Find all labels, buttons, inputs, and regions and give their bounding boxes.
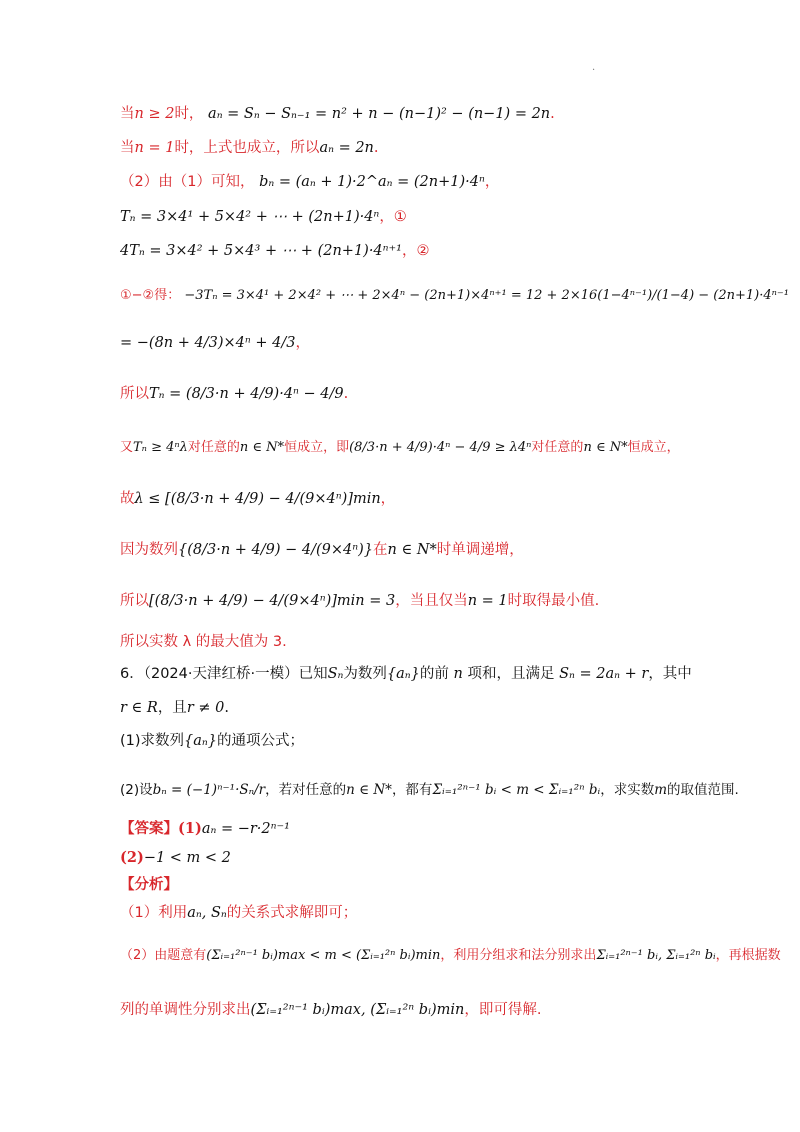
solution-line-2: 当n = 1时，上式也成立，所以aₙ = 2n. (120, 140, 379, 156)
solution-line-5: 4Tₙ = 3×4² + 5×4³ + ⋯ + (2n+1)·4ⁿ⁺¹，② (120, 243, 430, 259)
solution-line-6: ①−②得： −3Tₙ = 3×4¹ + 2×4² + ⋯ + 2×4ⁿ − (2n+1)×4ⁿ⁺¹ = 12 + 2×16(1−4ⁿ⁻¹)/(1−4) − (2n+1)·4ⁿ⁻¹ (120, 288, 789, 303)
header-mark: . (592, 62, 596, 73)
solution-line-13: 所以实数 λ 的最大值为 3. (120, 634, 287, 650)
answer-line-1: 【答案】(1)aₙ = −r·2ⁿ⁻¹ (120, 820, 290, 837)
problem-6-question-1: (1)求数列{aₙ}的通项公式； (120, 733, 305, 749)
solution-line-11: 因为数列{(8/3·n + 4/9) − 4/(9×4ⁿ)}在n ∈ N*时单调递增， (120, 542, 524, 558)
solution-line-10: 故λ ≤ [(8/3·n + 4/9) − 4/(9×4ⁿ)]min， (120, 491, 396, 507)
solution-line-12: 所以[(8/3·n + 4/9) − 4/(9×4ⁿ)]min = 3，当且仅当n = 1时取得最小值. (120, 593, 600, 609)
problem-6-question-2: (2)设bₙ = (−1)ⁿ⁻¹·Sₙ/r，若对任意的n ∈ N*，都有Σᵢ₌₁²ⁿ⁻¹ bᵢ < m < Σᵢ₌₁²ⁿ bᵢ，求实数m的取值范围. (120, 782, 739, 798)
answer-line-2: (2)−1 < m < 2 (120, 849, 231, 866)
analysis-line-1: （1）利用aₙ, Sₙ的关系式求解即可； (120, 905, 358, 921)
solution-line-9: 又Tₙ ≥ 4ⁿλ对任意的n ∈ N*恒成立，即(8/3·n + 4/9)·4ⁿ − 4/9 ≥ λ4ⁿ对任意的n ∈ N*恒成立， (120, 440, 680, 455)
analysis-line-3: 列的单调性分别求出(Σᵢ₌₁²ⁿ⁻¹ bᵢ)max, (Σᵢ₌₁²ⁿ bᵢ)min，即可得解. (120, 1002, 542, 1018)
analysis-label: 【分析】 (120, 877, 178, 893)
solution-line-8: 所以Tₙ = (8/3·n + 4/9)·4ⁿ − 4/9. (120, 386, 349, 402)
problem-6-line-2: r ∈ R，且r ≠ 0. (120, 700, 229, 716)
solution-line-1: 当n ≥ 2时， aₙ = Sₙ − Sₙ₋₁ = n² + n − (n−1)² − (n−1) = 2n. (120, 106, 555, 122)
solution-line-7: = −(8n + 4/3)×4ⁿ + 4/3， (120, 335, 310, 351)
solution-line-3: （2）由（1）可知， bₙ = (aₙ + 1)·2^aₙ = (2n+1)·4ⁿ， (120, 174, 500, 190)
problem-6-line-1: 6．（2024·天津红桥·一模）已知Sₙ为数列{aₙ}的前 n 项和，且满足 Sₙ = 2aₙ + r，其中 (120, 666, 692, 682)
solution-line-4: Tₙ = 3×4¹ + 5×4² + ⋯ + (2n+1)·4ⁿ，① (120, 209, 407, 225)
analysis-line-2: （2）由题意有(Σᵢ₌₁²ⁿ⁻¹ bᵢ)max < m < (Σᵢ₌₁²ⁿ bᵢ)min，利用分组求和法分别求出Σᵢ₌₁²ⁿ⁻¹ bᵢ, Σᵢ₌₁²ⁿ bᵢ，再根据数 (120, 948, 781, 963)
